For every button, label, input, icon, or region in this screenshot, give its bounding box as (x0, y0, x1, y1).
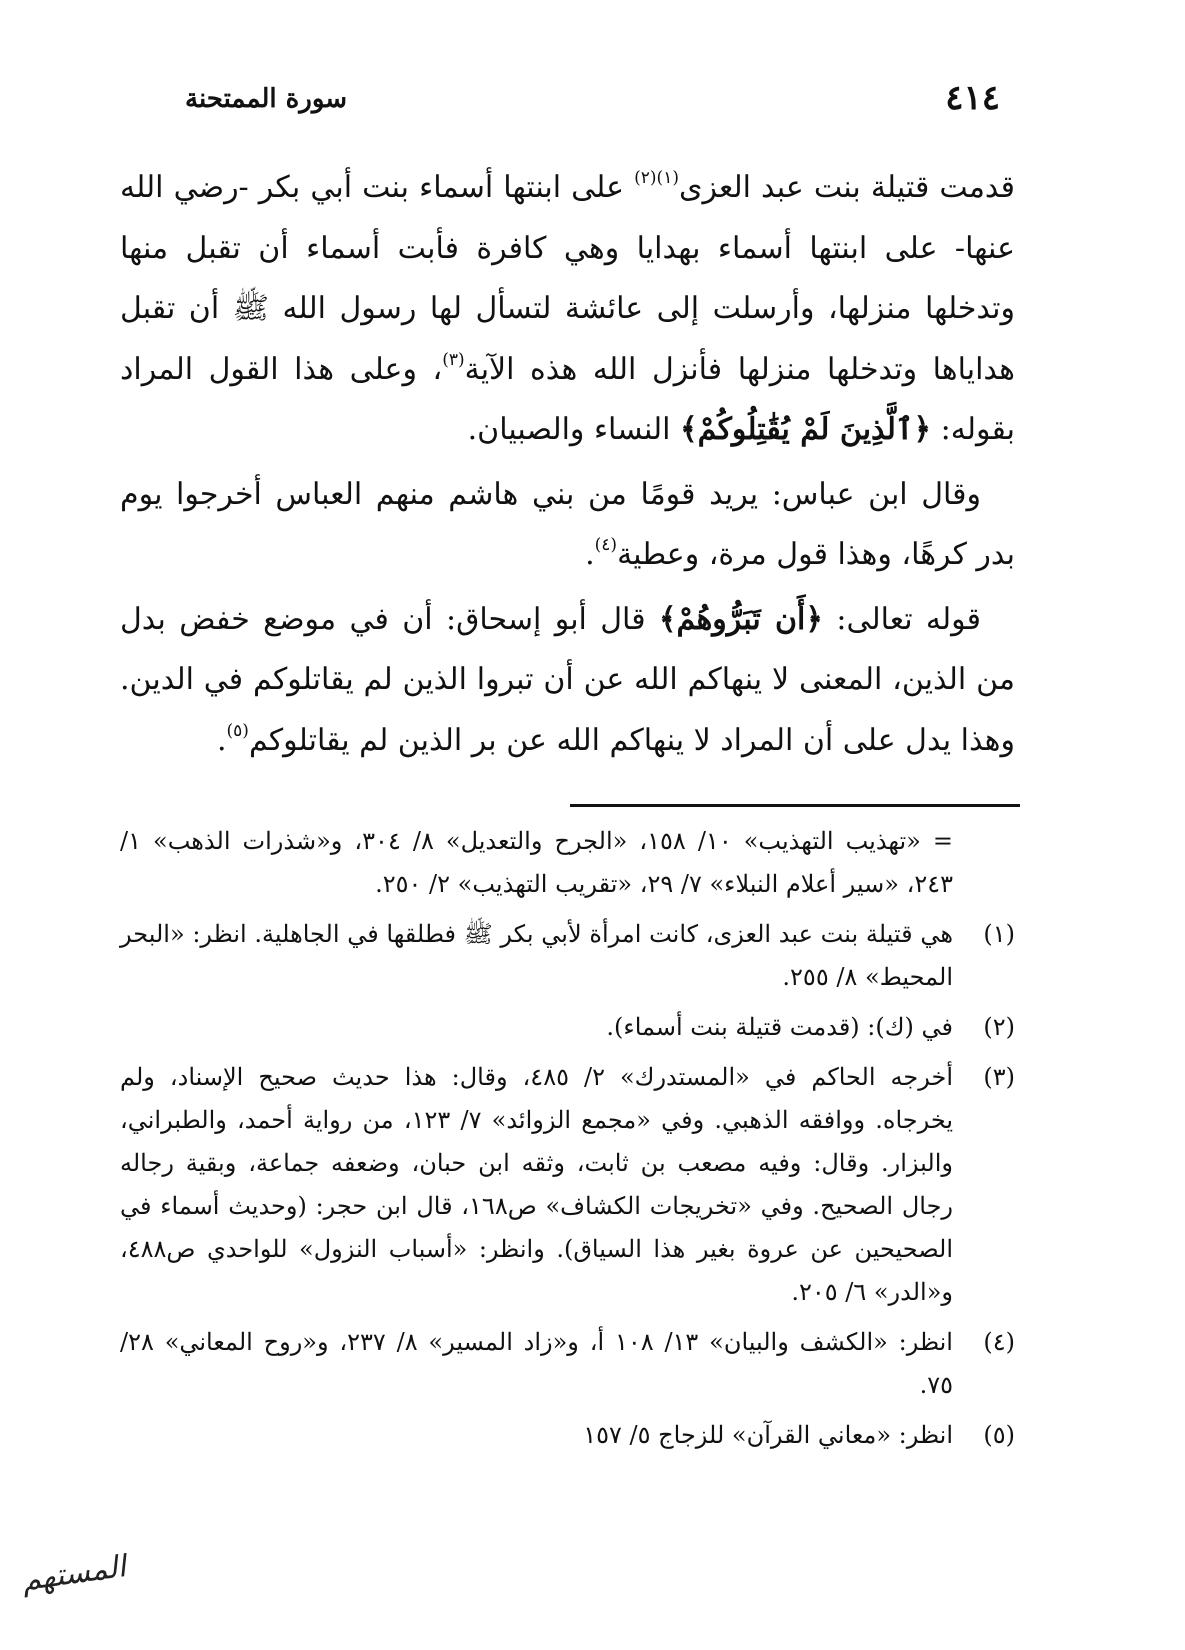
page-number: ٤١٤ (945, 78, 1000, 118)
footnote-ref: (٢) (634, 168, 657, 188)
footnote-text: هي قتيلة بنت عبد العزى، كانت امرأة لأبي بكر ﷺ فطلقها في الجاهلية. انظر: «البحر المحيط» ٨/ ٢٥٥. (120, 920, 953, 991)
footnote-5 (120, 1414, 1015, 1457)
footnote-ref: (٥) (226, 720, 249, 741)
running-title: سورة الممتحنة (185, 84, 348, 114)
footnote-number: (١) (983, 920, 1015, 948)
footnote-text: أخرجه الحاكم في «المستدرك» ٢/ ٤٨٥، وقال: هذا حديث صحيح الإسناد، ولم يخرجاه. ووافقه الذهبي. وفي «مجمع الزوائد» ٧/ ١٢٣، من رواية أحمد، والطبراني، والبزار. وقال: وفيه مصعب بن ثابت، وثقه ابن حبان، وضعفه جماعة، وبقية رجاله رجال الصحيح. وفي «تخريجات الكشاف» ص١٦٨، قال ابن حجر: (وحديث أسماء في الصحيحين عن عروة بغير هذا السياق). وانظر: «أسباب النزول» للواحدي ص٤٨٨، و«الدر» ٦/ ٢٠٥. (120, 1063, 954, 1306)
footnote-number: (٢) (983, 1013, 1015, 1041)
footnote-ref: (١) (656, 168, 679, 188)
footnote-1 (120, 913, 1015, 999)
publisher-logo (20, 1550, 130, 1630)
footnote-text: انظر: «معاني القرآن» للزجاج ٥/ ١٥٧ (583, 1421, 953, 1449)
footnotes (120, 820, 1015, 1464)
footnote-ref: (٤) (594, 535, 618, 555)
paragraph-3: قوله تعالى: ﴿أَن تَبَرُّوهُمْ﴾ قال أبو إسحاق: أن في موضع خفض بدل من الذين، المعنى لا ينهاكم الله عن أن تبروا الذين لم يقاتلوكم في الدين. وهذا يدل على أن المراد لا ينهاكم الله عن بر الذين لم يقاتلوكم$^{(٥)}$. (120, 601, 1015, 758)
footnote-2 (120, 1006, 1015, 1049)
footnote-continued: = «تهذيب التهذيب» ١٠/ ١٥٨، «الجرح والتعديل» ٨/ ٣٠٤، و«شذرات الذهب» ١/ ٢٤٣، «سير أعلام النبلاء» ٧/ ٢٩، «تقريب التهذيب» ٢/ ٢٥٠. (120, 827, 953, 898)
logo-calligraphy: المستهم (19, 1549, 128, 1599)
paragraph-2: وقال ابن عباس: يريد قومًا من بني هاشم منهم العباس أخرجوا يوم بدر كرهًا، وهذا قول مرة، وعطية$^{(٤)}$. (120, 476, 1015, 572)
footnote-text: في (ك): (قدمت قتيلة بنت أسماء). (606, 1013, 953, 1041)
footnote-number: (٣) (983, 1063, 1015, 1091)
footnote-number: (٤) (983, 1328, 1015, 1356)
footnote-4 (120, 1321, 1015, 1407)
quran-quote: ﴿أَن تَبَرُّوهُمْ﴾ (658, 601, 823, 637)
footnote-3 (120, 1056, 1015, 1314)
footnote-separator (570, 804, 1020, 807)
footnote-text: انظر: «الكشف والبيان» ١٣/ ١٠٨ أ، و«زاد المسير» ٨/ ٢٣٧، و«روح المعاني» ٢٨/ ٧٥. (120, 1328, 953, 1399)
quran-quote: ﴿ٱلَّذِينَ لَمْ يُقَٰتِلُوكُمْ﴾ (680, 412, 932, 447)
page-header (185, 78, 1000, 128)
paragraph-1: قدمت قتيلة بنت عبد العزى$^{(١)(٢)}$ على ابنتها أسماء بنت أبي بكر -رضي الله عنها- على ابنتها أسماء بهدايا وهي كافرة فأبت أسماء أن تقبل منها وتدخلها منزلها، وأرسلت إلى عائشة لتسأل لها رسول الله ﷺ أن تقبل هداياها وتدخلها منزلها فأنزل الله هذه الآية$^{(٣)}$، وعلى هذا القول المراد بقوله: ﴿ٱلَّذِينَ لَمْ يُقَٰتِلُوكُمْ﴾ النساء والصبيان. (120, 168, 1016, 447)
main-text (120, 158, 1015, 775)
footnote-number: (٥) (983, 1421, 1015, 1449)
footnote-ref: (٣) (442, 349, 465, 370)
